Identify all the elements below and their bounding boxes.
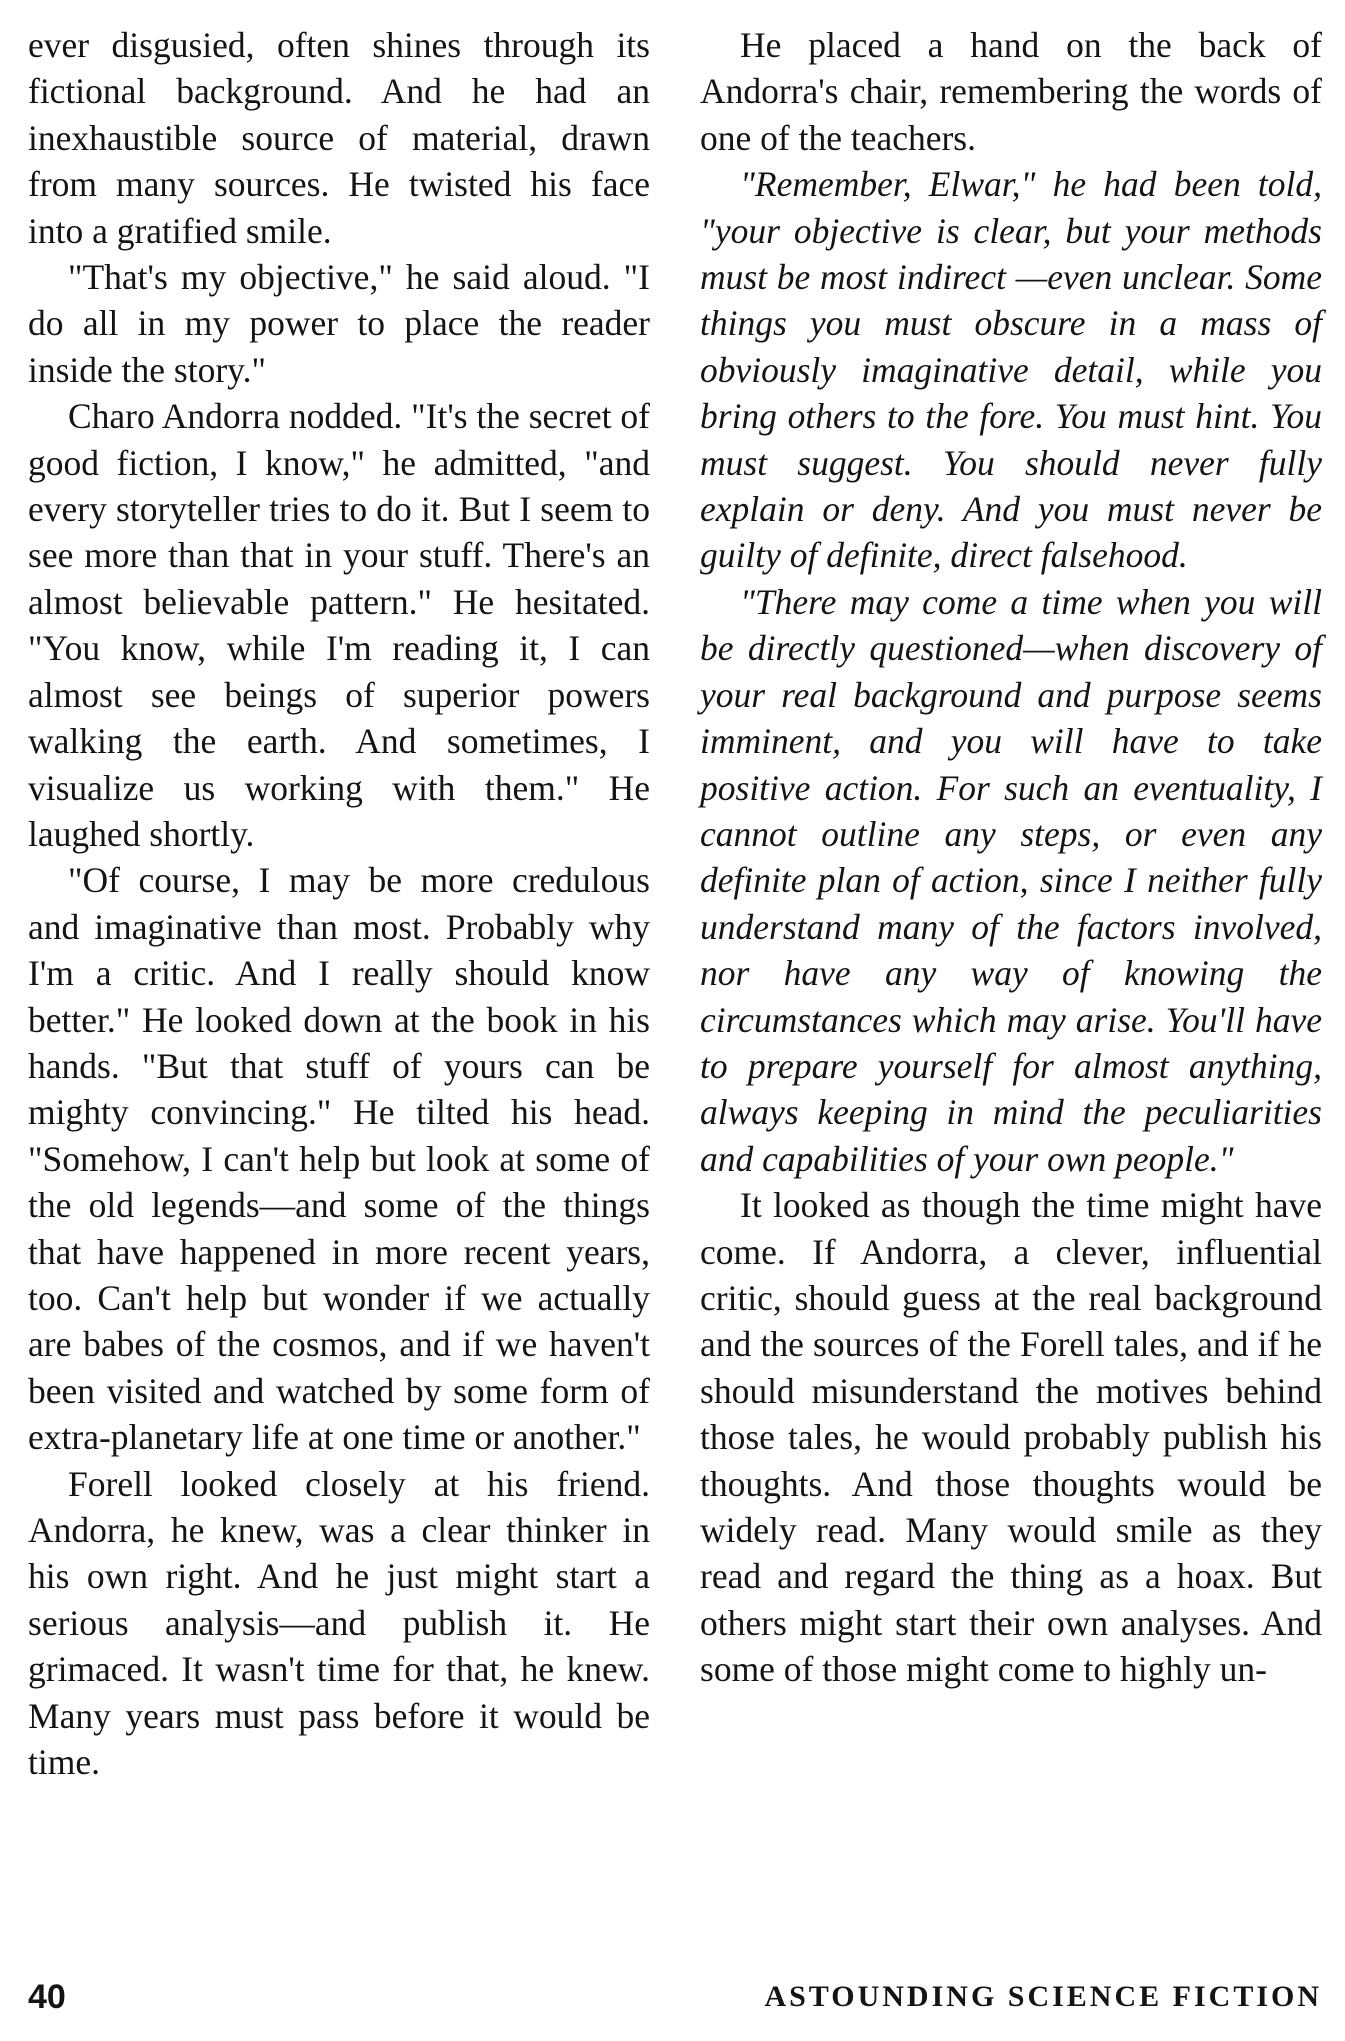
paragraph: Charo Andorra nodded. "It's the secret of good fiction, I know," he admitted, "and every storyteller tries to do it. But I seem to see more than that in your stuff. There's an almost believable pattern." He hesitated. "You know, while I'm reading it, I can almost see beings of superior powers walking the earth. And sometimes, I visualize us working with them." He laughed shortly. xyxy=(28,396,650,854)
right-text-column xyxy=(700,22,1322,1693)
left-text-column xyxy=(28,22,650,1785)
paragraph: It looked as though the time might have come. If Andorra, a clever, influential critic, should guess at the real background and the sources of the Forell tales, and if he should misunderstand the motives behind those tales, he would probably publish his thoughts. And those thoughts would be widely read. Many would smile as they read and regard the thing as a hoax. But others might start their own analyses. And some of those might come to highly un- xyxy=(700,1185,1322,1690)
paragraph: "Of course, I may be more credulous and imaginative than most. Probably why I'm a critic. And I really should know better." He looked down at the book in his hands. "But that stuff of yours can be mighty convincing." He tilted his head. "Somehow, I can't help but look at some of the old legends—and some of the things that have happened in more recent years, too. Can't help but wonder if we actually are babes of the cosmos, and if we haven't been visited and watched by some form of extra-planetary life at one time or another." xyxy=(28,860,650,1458)
italic-quoted-paragraph: "Remember, Elwar," he had been told, "your objective is clear, but your methods must be most indirect —even unclear. Some things you must obscure in a mass of obviously imaginative detail, while you bring others to the fore. You must hint. You must suggest. You should never fully explain or deny. And you must never be guilty of definite, direct falsehood. xyxy=(700,164,1322,576)
paragraph: "That's my objective," he said aloud. "I do all in my power to place the reader inside the story." xyxy=(28,257,650,390)
magazine-title: ASTOUNDING SCIENCE FICTION xyxy=(764,1980,1322,2013)
page-footer xyxy=(28,1975,1322,2019)
paragraph: ever disgusied, often shines through its fictional background. And he had an inexhaustible source of material, drawn from many sources. He twisted his face into a gratified smile. xyxy=(28,25,650,251)
italic-quoted-paragraph: "There may come a time when you will be directly questioned—when discovery of your real background and purpose seems imminent, and you will have to take positive action. For such an eventuality, I cannot outline any steps, or even any definite plan of action, since I neither fully understand many of the factors involved, nor have any way of knowing the circumstances which may arise. You'll have to prepare yourself for almost anything, always keeping in mind the peculiarities and capabilities of your own people." xyxy=(700,581,1322,1179)
paragraph: He placed a hand on the back of Andorra's chair, remembering the words of one of the teachers. xyxy=(700,25,1322,158)
page-number: 40 xyxy=(28,1978,66,2016)
paragraph: Forell looked closely at his friend. Andorra, he knew, was a clear thinker in his own right. And he just might start a serious analysis—and publish it. He grimaced. It wasn't time for that, he knew. Many years must pass before it would be time. xyxy=(28,1463,650,1783)
